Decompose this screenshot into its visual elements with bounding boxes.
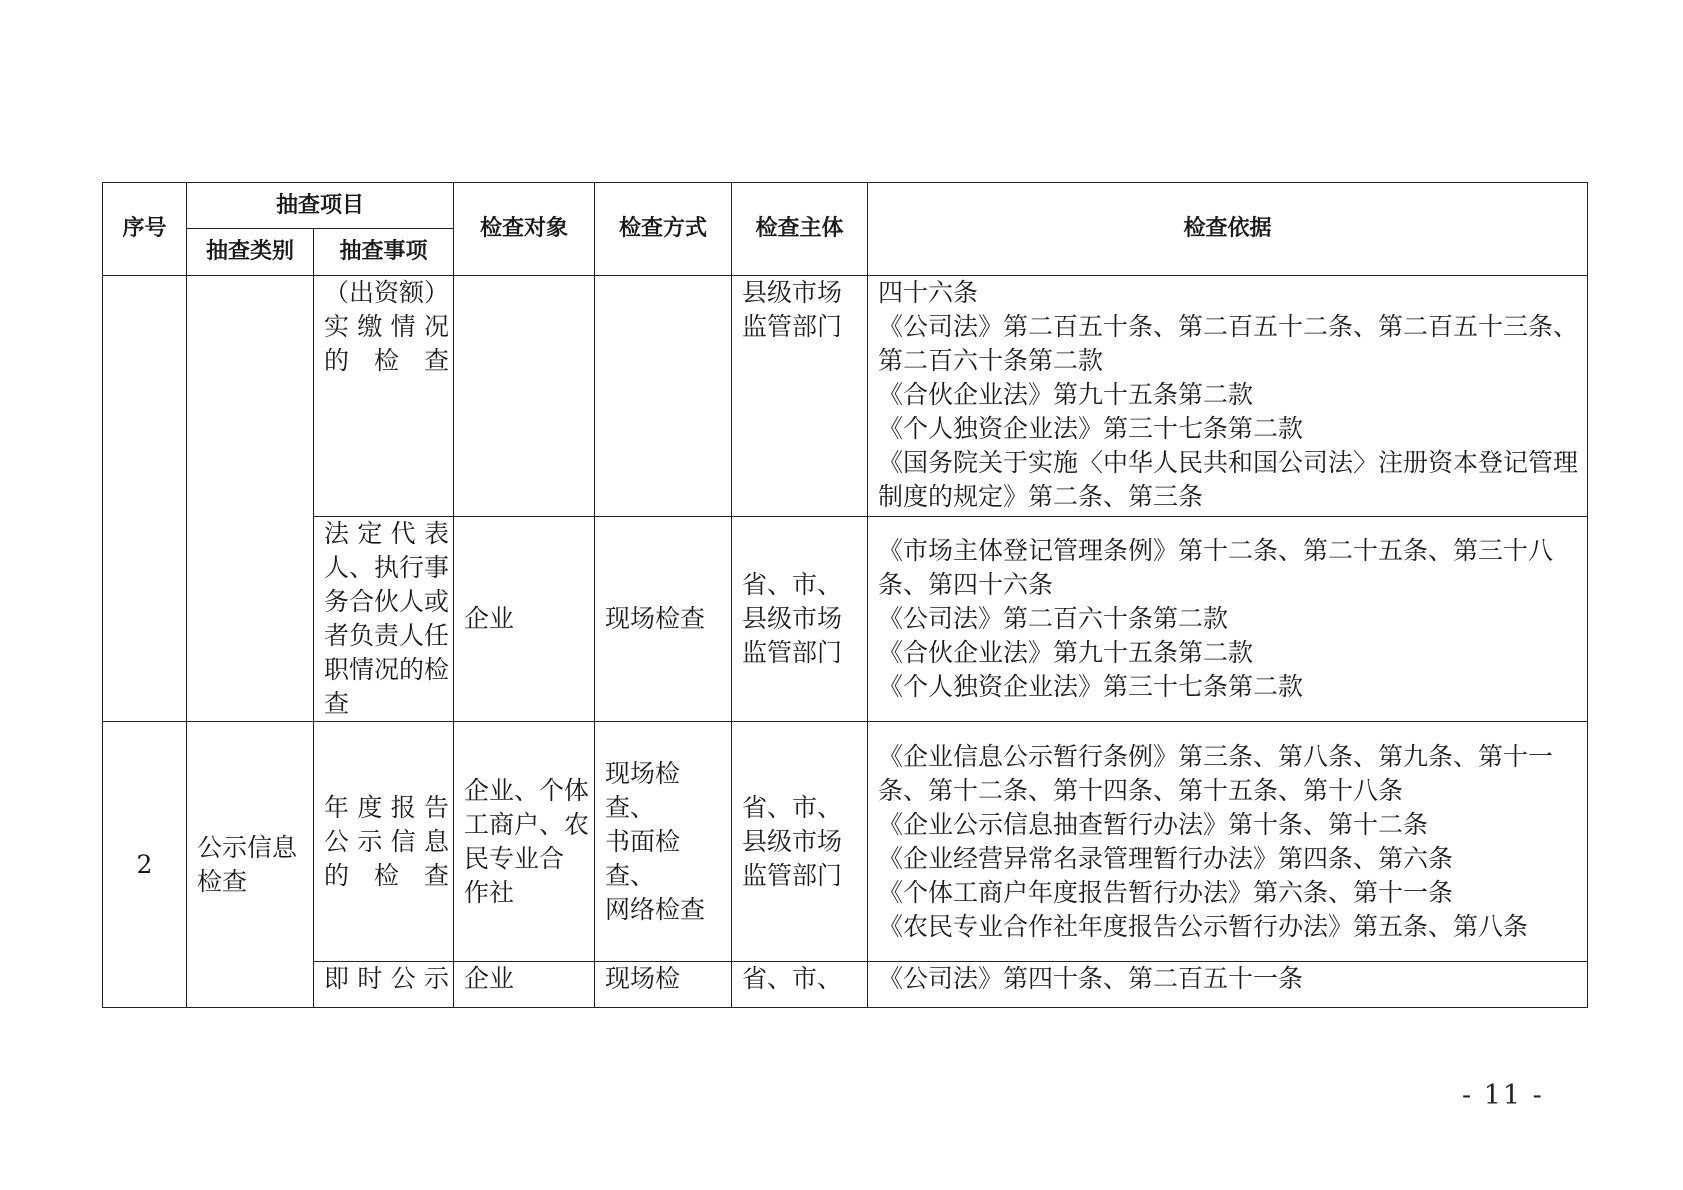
cell-subject <box>732 722 868 962</box>
cell-seq <box>103 722 187 1008</box>
cell-category <box>187 276 314 722</box>
header-basis: 检查依据 <box>868 183 1588 276</box>
subject-text: 省、市、 <box>742 964 843 993</box>
cell-object <box>454 722 595 962</box>
method-text: 现场检 查、 书面检 查、 网络检查 <box>605 758 706 924</box>
object-text: 企业、个体 工商户、农 民专业合 作社 <box>464 775 590 907</box>
cell-method <box>595 962 732 1008</box>
cell-method <box>595 276 732 517</box>
inspection-table <box>102 182 1588 1008</box>
header-seq: 序号 <box>103 183 187 276</box>
category-text: 公示信息 检查 <box>197 832 298 896</box>
cell-basis <box>868 276 1588 517</box>
header-subject: 检查主体 <box>732 183 868 276</box>
method-text: 现场检查 <box>605 604 706 633</box>
subject-text: 省、市、 县级市场 监管部门 <box>742 570 843 667</box>
cell-basis <box>868 962 1588 1008</box>
header-project: 抽查项目 <box>187 183 454 229</box>
item-text: 即时公示 <box>324 964 450 993</box>
cell-basis <box>868 722 1588 962</box>
cell-item <box>314 722 454 962</box>
header-item: 抽查事项 <box>314 229 454 276</box>
cell-method <box>595 517 732 722</box>
cell-item <box>314 962 454 1008</box>
item-text: 法定代表人、执行事务合伙人或者负责人任职情况的检查 <box>324 519 450 718</box>
subject-text: 县级市场 监管部门 <box>742 278 843 341</box>
page-number: - 11 - <box>1462 1080 1544 1111</box>
header-category: 抽查类别 <box>187 229 314 276</box>
item-text: （出资额） 实缴情况 的检查 <box>324 278 450 375</box>
cell-object <box>454 962 595 1008</box>
basis-text: 《公司法》第四十条、第二百五十一条 <box>878 964 1304 993</box>
cell-category <box>187 722 314 1008</box>
object-text: 企业 <box>464 604 515 633</box>
object-text: 企业 <box>464 964 515 993</box>
subject-text: 省、市、 县级市场 监管部门 <box>742 792 843 890</box>
basis-text: 《企业信息公示暂行条例》第三条、第八条、第九条、第十一条、第十二条、第十四条、第十五条、第十八条 《企业公示信息抽查暂行办法》第十条、第十二条 《企业经营异常名录管理暂行办法》第四条、第六条 《个体工商户年度报告暂行办法》第六条、第十一条 《农民专业合作社年度报告公示暂行办法》第五条、第八条 <box>878 741 1554 941</box>
cell-method <box>595 722 732 962</box>
cell-subject <box>732 517 868 722</box>
cell-item <box>314 517 454 722</box>
basis-text: 《市场主体登记管理条例》第十二条、第二十五条、第三十八条、第四十六条 《公司法》第二百六十条第二款 《合伙企业法》第九十五条第二款 《个人独资企业法》第三十七条第二款 <box>878 536 1554 701</box>
cell-basis <box>868 517 1588 722</box>
cell-subject <box>732 276 868 517</box>
table-row <box>103 722 1588 962</box>
basis-text: 四十六条 《公司法》第二百五十条、第二百五十二条、第二百五十三条、第二百六十条第二款 《合伙企业法》第九十五条第二款 《个人独资企业法》第三十七条第二款 《国务院关于实施〈中华人民共和国公司法〉注册资本登记管理制度的规定》第二条、第三条 <box>878 278 1579 511</box>
item-text: 年度报告 公示信息 的检查 <box>324 792 450 890</box>
cell-subject <box>732 962 868 1008</box>
cell-seq <box>103 276 187 722</box>
cell-item <box>314 276 454 517</box>
method-text: 现场检 <box>605 964 681 993</box>
table-row <box>103 517 1588 722</box>
cell-object <box>454 517 595 722</box>
table-row <box>103 276 1588 517</box>
seq-text: 2 <box>136 849 153 879</box>
table-row <box>103 962 1588 1008</box>
header-object: 检查对象 <box>454 183 595 276</box>
header-method: 检查方式 <box>595 183 732 276</box>
cell-object <box>454 276 595 517</box>
